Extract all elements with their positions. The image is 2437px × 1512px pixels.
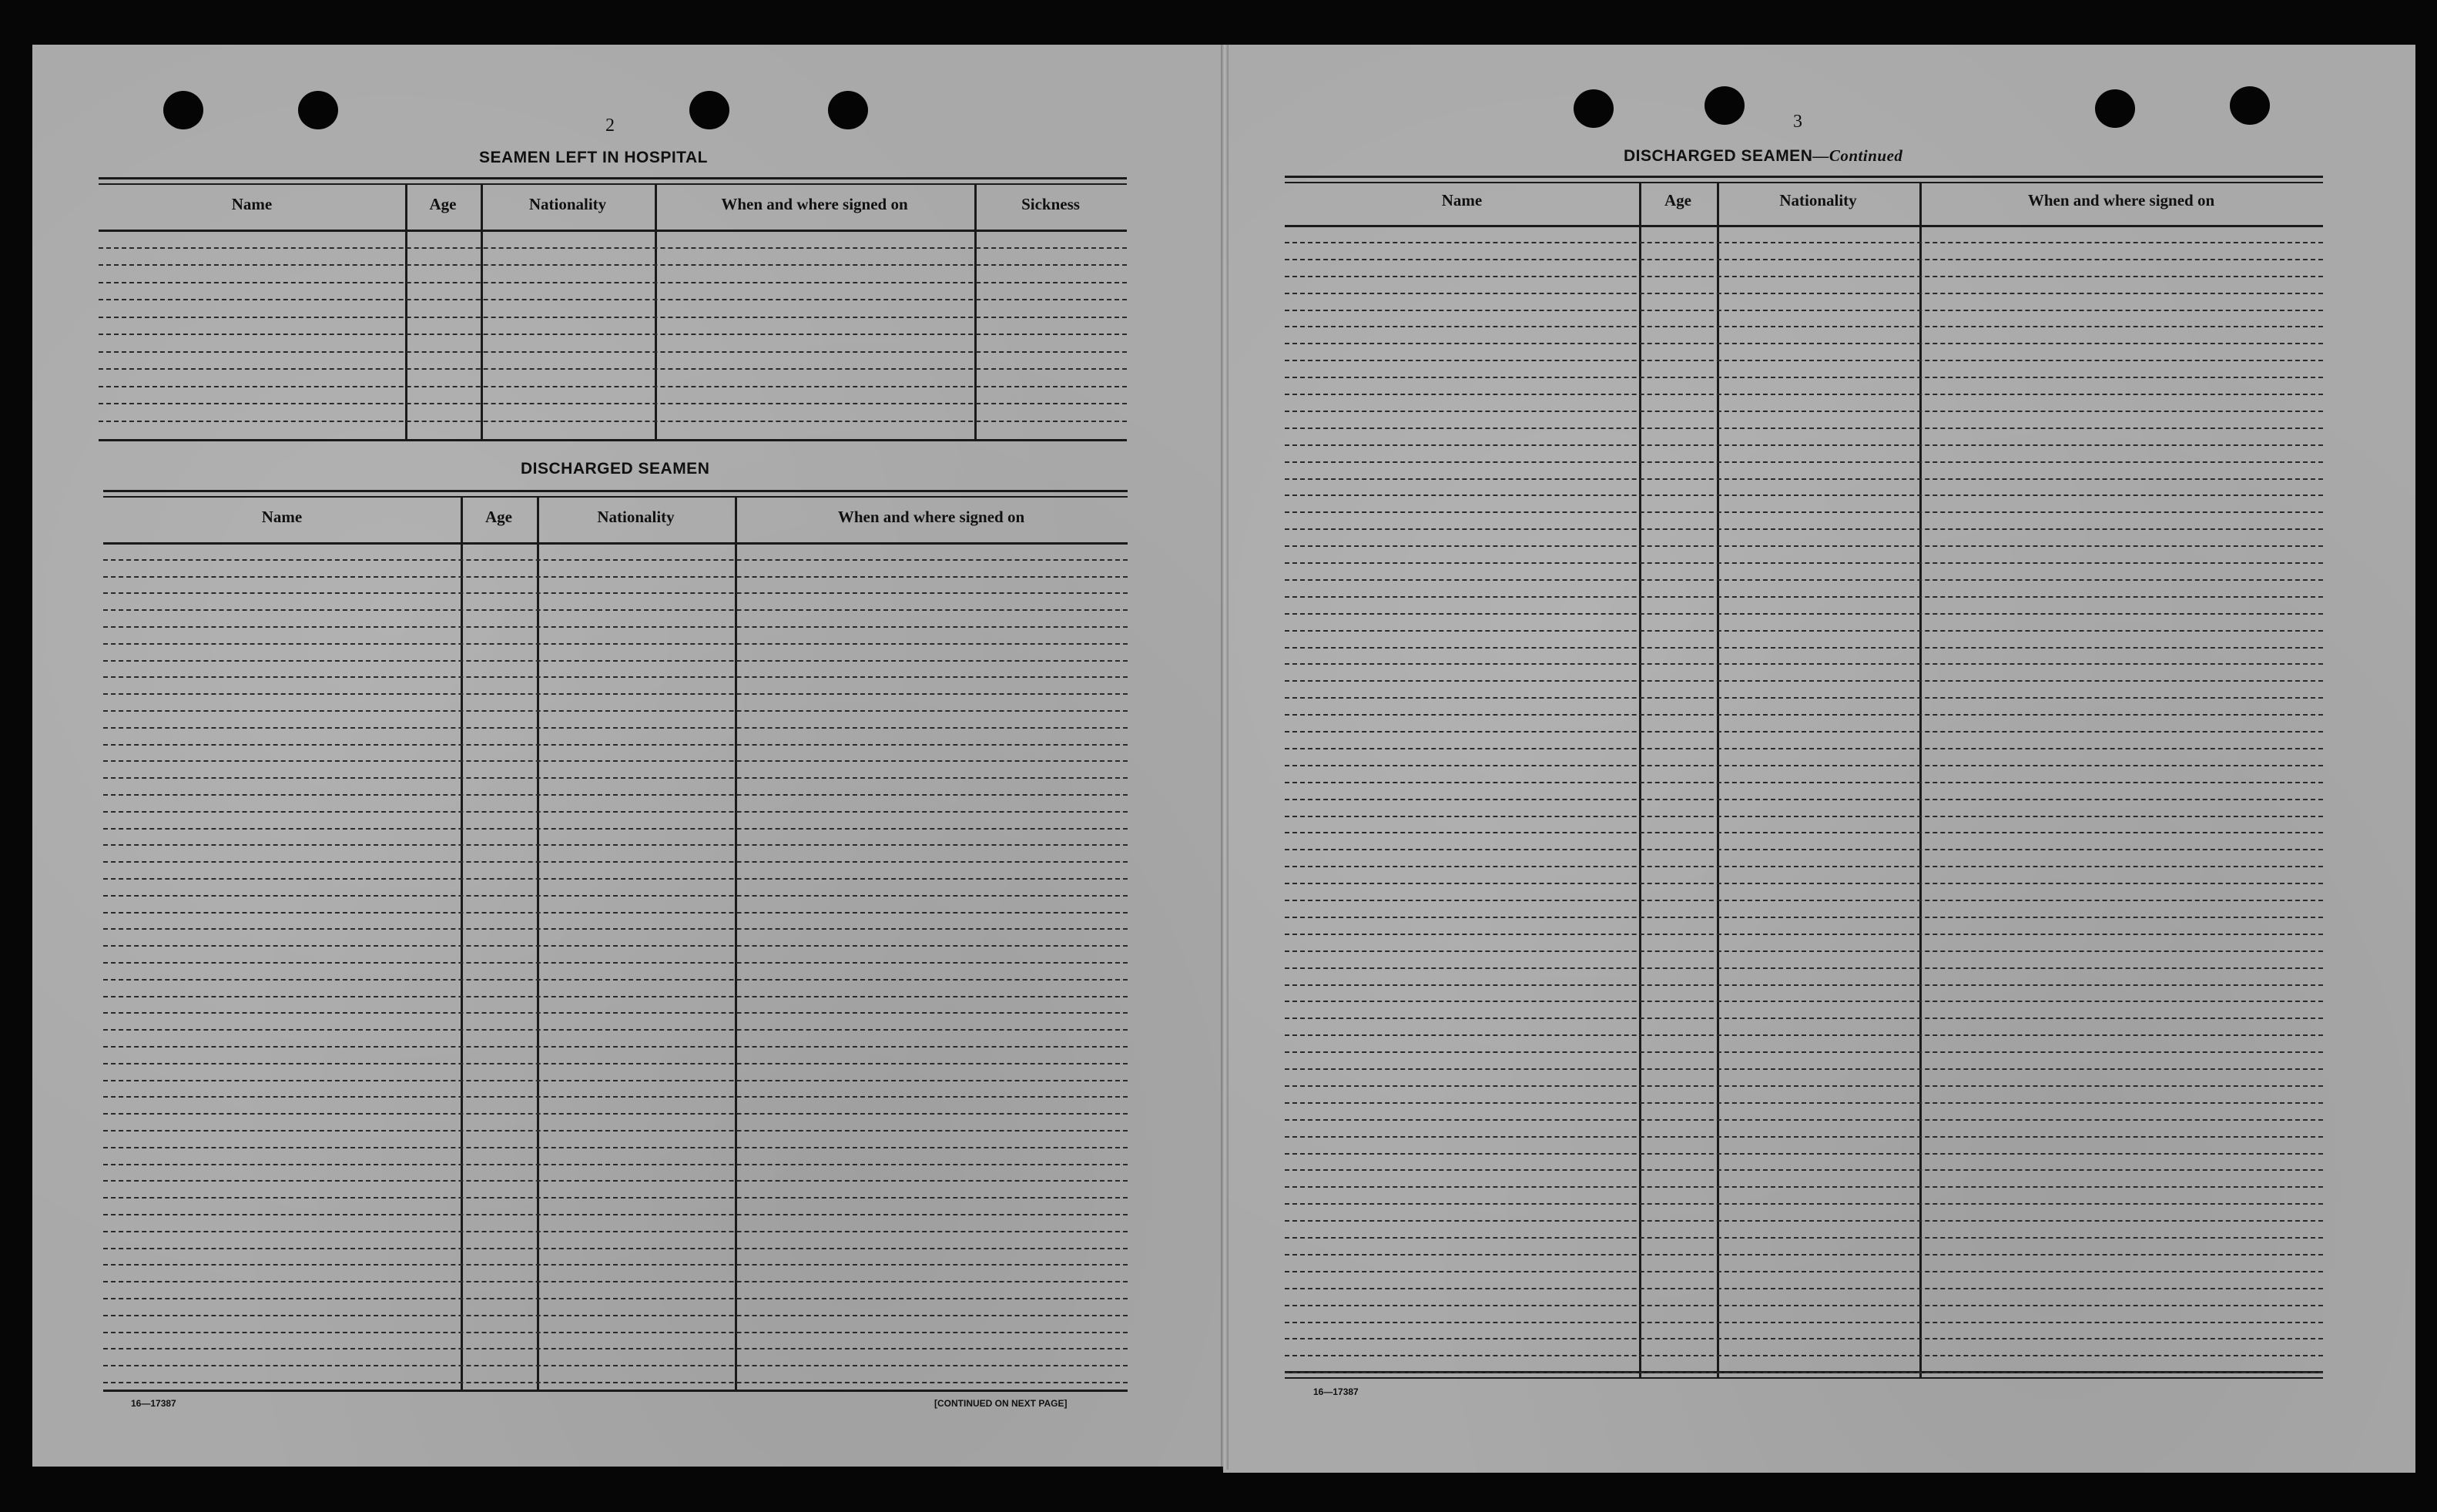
punch-hole <box>689 91 729 129</box>
row-line <box>1285 1017 2323 1019</box>
row-line <box>1285 1153 2323 1155</box>
row-line <box>103 1046 1128 1048</box>
page-number: 3 <box>1793 112 1802 132</box>
row-line <box>103 811 1128 813</box>
row-line <box>99 247 1127 249</box>
row-line <box>1285 360 2323 361</box>
column-divider <box>481 183 483 439</box>
row-line <box>1285 461 2323 463</box>
row-line <box>1285 444 2323 446</box>
row-line <box>1285 1220 2323 1222</box>
form-number: 16—17387 <box>1313 1386 1359 1397</box>
row-line <box>1285 799 2323 800</box>
row-line <box>1285 1051 2323 1053</box>
table-top-rule <box>99 183 1127 185</box>
row-line <box>1285 511 2323 513</box>
row-line <box>103 828 1128 830</box>
row-line <box>103 844 1128 846</box>
row-line <box>103 1096 1128 1098</box>
table-top-rule <box>1285 182 2323 183</box>
row-line <box>103 626 1128 628</box>
punch-hole <box>2230 86 2270 125</box>
form-number: 16—17387 <box>131 1398 176 1409</box>
row-line <box>103 1348 1128 1349</box>
row-line <box>103 928 1128 930</box>
table-bottom-rule <box>1285 1377 2323 1379</box>
row-line <box>1285 293 2323 294</box>
row-line <box>103 945 1128 947</box>
row-line <box>103 1214 1128 1215</box>
row-line <box>103 1164 1128 1165</box>
row-line <box>99 317 1127 318</box>
row-line <box>103 962 1128 964</box>
hospital-section-title: SEAMEN LEFT IN HOSPITAL <box>479 149 708 166</box>
table-bottom-rule <box>103 1390 1128 1392</box>
row-line <box>103 727 1128 729</box>
column-header-when-and-where-signed-on: When and where signed on <box>2027 191 2215 210</box>
row-line <box>99 403 1127 404</box>
row-line <box>1285 276 2323 277</box>
row-line <box>103 1063 1128 1064</box>
row-line <box>103 1130 1128 1131</box>
punch-hole <box>163 91 203 129</box>
punch-hole <box>298 91 338 129</box>
row-line <box>103 1080 1128 1081</box>
row-line <box>1285 984 2323 986</box>
row-line <box>103 592 1128 594</box>
row-line <box>103 1315 1128 1316</box>
row-line <box>103 1113 1128 1115</box>
row-line <box>1285 1203 2323 1205</box>
row-line <box>99 368 1127 370</box>
row-line <box>1285 765 2323 766</box>
row-line <box>103 710 1128 712</box>
table-bottom-rule <box>99 439 1127 441</box>
column-header-name: Name <box>1441 191 1483 210</box>
title-suffix: —Continued <box>1812 146 1903 165</box>
row-line <box>1285 343 2323 344</box>
row-line <box>1285 967 2323 969</box>
column-divider <box>537 496 539 1390</box>
row-line <box>1285 900 2323 901</box>
row-line <box>1285 950 2323 952</box>
row-line <box>1285 697 2323 699</box>
row-line <box>1285 917 2323 918</box>
column-header-when-and-where-signed-on: When and where signed on <box>837 508 1025 526</box>
row-line <box>1285 630 2323 632</box>
row-line <box>103 1012 1128 1014</box>
row-line <box>103 744 1128 746</box>
column-header-age: Age <box>429 195 457 213</box>
column-divider <box>655 183 657 439</box>
column-header-nationality: Nationality <box>528 195 607 213</box>
row-line <box>1285 748 2323 749</box>
row-line <box>103 1264 1128 1266</box>
header-rule <box>1285 225 2323 227</box>
discharged-continued-title <box>1624 146 1902 166</box>
row-line <box>1285 545 2323 547</box>
column-divider <box>735 496 737 1390</box>
column-divider <box>405 183 407 439</box>
row-line <box>1285 613 2323 615</box>
row-line <box>1285 394 2323 395</box>
column-divider <box>974 183 977 439</box>
row-line <box>1285 310 2323 311</box>
row-line <box>103 878 1128 880</box>
row-line <box>1285 1355 2323 1356</box>
row-line <box>99 334 1127 335</box>
row-line <box>1285 1322 2323 1323</box>
punch-hole <box>1574 89 1614 128</box>
row-line <box>1285 1068 2323 1070</box>
row-line <box>103 1298 1128 1299</box>
column-header-age: Age <box>485 508 512 526</box>
row-line <box>1285 562 2323 564</box>
row-line <box>1285 528 2323 530</box>
row-line <box>103 643 1128 645</box>
row-line <box>1285 1338 2323 1339</box>
row-line <box>103 609 1128 611</box>
discharged-section-title: DISCHARGED SEAMEN <box>521 460 710 478</box>
row-line <box>103 794 1128 796</box>
column-header-name: Name <box>231 195 273 213</box>
row-line <box>1285 1102 2323 1104</box>
row-line <box>103 1029 1128 1031</box>
row-line <box>1285 579 2323 581</box>
punch-hole <box>2095 89 2135 128</box>
page-fold <box>1221 45 1229 1470</box>
row-line <box>103 777 1128 779</box>
discharged-table <box>103 490 1128 1390</box>
row-line <box>1285 1237 2323 1239</box>
table-top-rule <box>103 490 1128 492</box>
row-line <box>103 1281 1128 1282</box>
row-line <box>1285 495 2323 496</box>
row-line <box>103 1365 1128 1366</box>
column-header-nationality: Nationality <box>597 508 675 526</box>
column-header-when-and-where-signed-on: When and where signed on <box>721 195 908 213</box>
row-line <box>1285 1136 2323 1138</box>
row-line <box>1285 596 2323 598</box>
row-line <box>103 895 1128 897</box>
column-header-sickness: Sickness <box>1021 195 1080 213</box>
row-line <box>103 1180 1128 1182</box>
row-line <box>1285 1288 2323 1289</box>
header-rule <box>99 230 1127 232</box>
row-line <box>103 1248 1128 1249</box>
row-line <box>99 421 1127 422</box>
header-rule <box>103 542 1128 545</box>
row-line <box>1285 1305 2323 1306</box>
hospital-table <box>99 177 1127 439</box>
row-line <box>1285 866 2323 867</box>
row-line <box>103 760 1128 762</box>
column-header-name: Name <box>261 508 303 526</box>
row-line <box>103 676 1128 678</box>
row-line <box>1285 427 2323 429</box>
row-line <box>1285 1169 2323 1171</box>
row-line <box>1285 1085 2323 1087</box>
row-line <box>99 264 1127 266</box>
column-header-age: Age <box>1664 191 1691 210</box>
row-line <box>1285 816 2323 817</box>
row-line <box>1285 1254 2323 1256</box>
row-line <box>103 979 1128 981</box>
row-line <box>1285 1001 2323 1002</box>
discharged-continued-table <box>1285 176 2323 1377</box>
row-line <box>1285 1034 2323 1036</box>
row-line <box>99 386 1127 387</box>
row-line <box>1285 883 2323 884</box>
row-line <box>1285 680 2323 682</box>
row-line <box>103 693 1128 695</box>
table-top-rule <box>103 496 1128 498</box>
row-line <box>1285 259 2323 260</box>
table-top-rule <box>1285 176 2323 178</box>
row-line <box>103 660 1128 662</box>
row-line <box>1285 934 2323 935</box>
row-line <box>103 1332 1128 1333</box>
row-line <box>103 861 1128 863</box>
row-line <box>103 559 1128 561</box>
row-line <box>1285 832 2323 833</box>
row-line <box>103 912 1128 914</box>
continued-note: [CONTINUED ON NEXT PAGE] <box>934 1398 1068 1409</box>
row-line <box>1285 731 2323 733</box>
row-line <box>1285 377 2323 378</box>
row-line <box>1285 714 2323 716</box>
column-header-nationality: Nationality <box>1779 191 1857 210</box>
row-line <box>1285 242 2323 243</box>
row-line <box>99 351 1127 353</box>
row-line <box>103 996 1128 997</box>
row-line <box>103 576 1128 578</box>
punch-hole <box>1705 86 1745 125</box>
row-line <box>103 1197 1128 1199</box>
row-line <box>103 1147 1128 1148</box>
row-line <box>1285 326 2323 327</box>
row-line <box>1285 849 2323 850</box>
row-line <box>103 1382 1128 1383</box>
row-line <box>1285 782 2323 783</box>
row-line <box>1285 1186 2323 1188</box>
row-line <box>1285 663 2323 665</box>
punch-hole <box>828 91 868 129</box>
page-number: 2 <box>605 116 615 136</box>
row-line <box>99 282 1127 283</box>
row-line <box>1285 647 2323 649</box>
row-line <box>1285 1119 2323 1121</box>
row-line <box>99 299 1127 300</box>
table-top-rule <box>99 177 1127 179</box>
title-main: DISCHARGED SEAMEN <box>1624 147 1813 165</box>
row-line <box>1285 1372 2323 1373</box>
row-line <box>1285 411 2323 412</box>
column-divider <box>461 496 463 1390</box>
row-line <box>1285 478 2323 480</box>
row-line <box>103 1231 1128 1232</box>
row-line <box>1285 1271 2323 1272</box>
